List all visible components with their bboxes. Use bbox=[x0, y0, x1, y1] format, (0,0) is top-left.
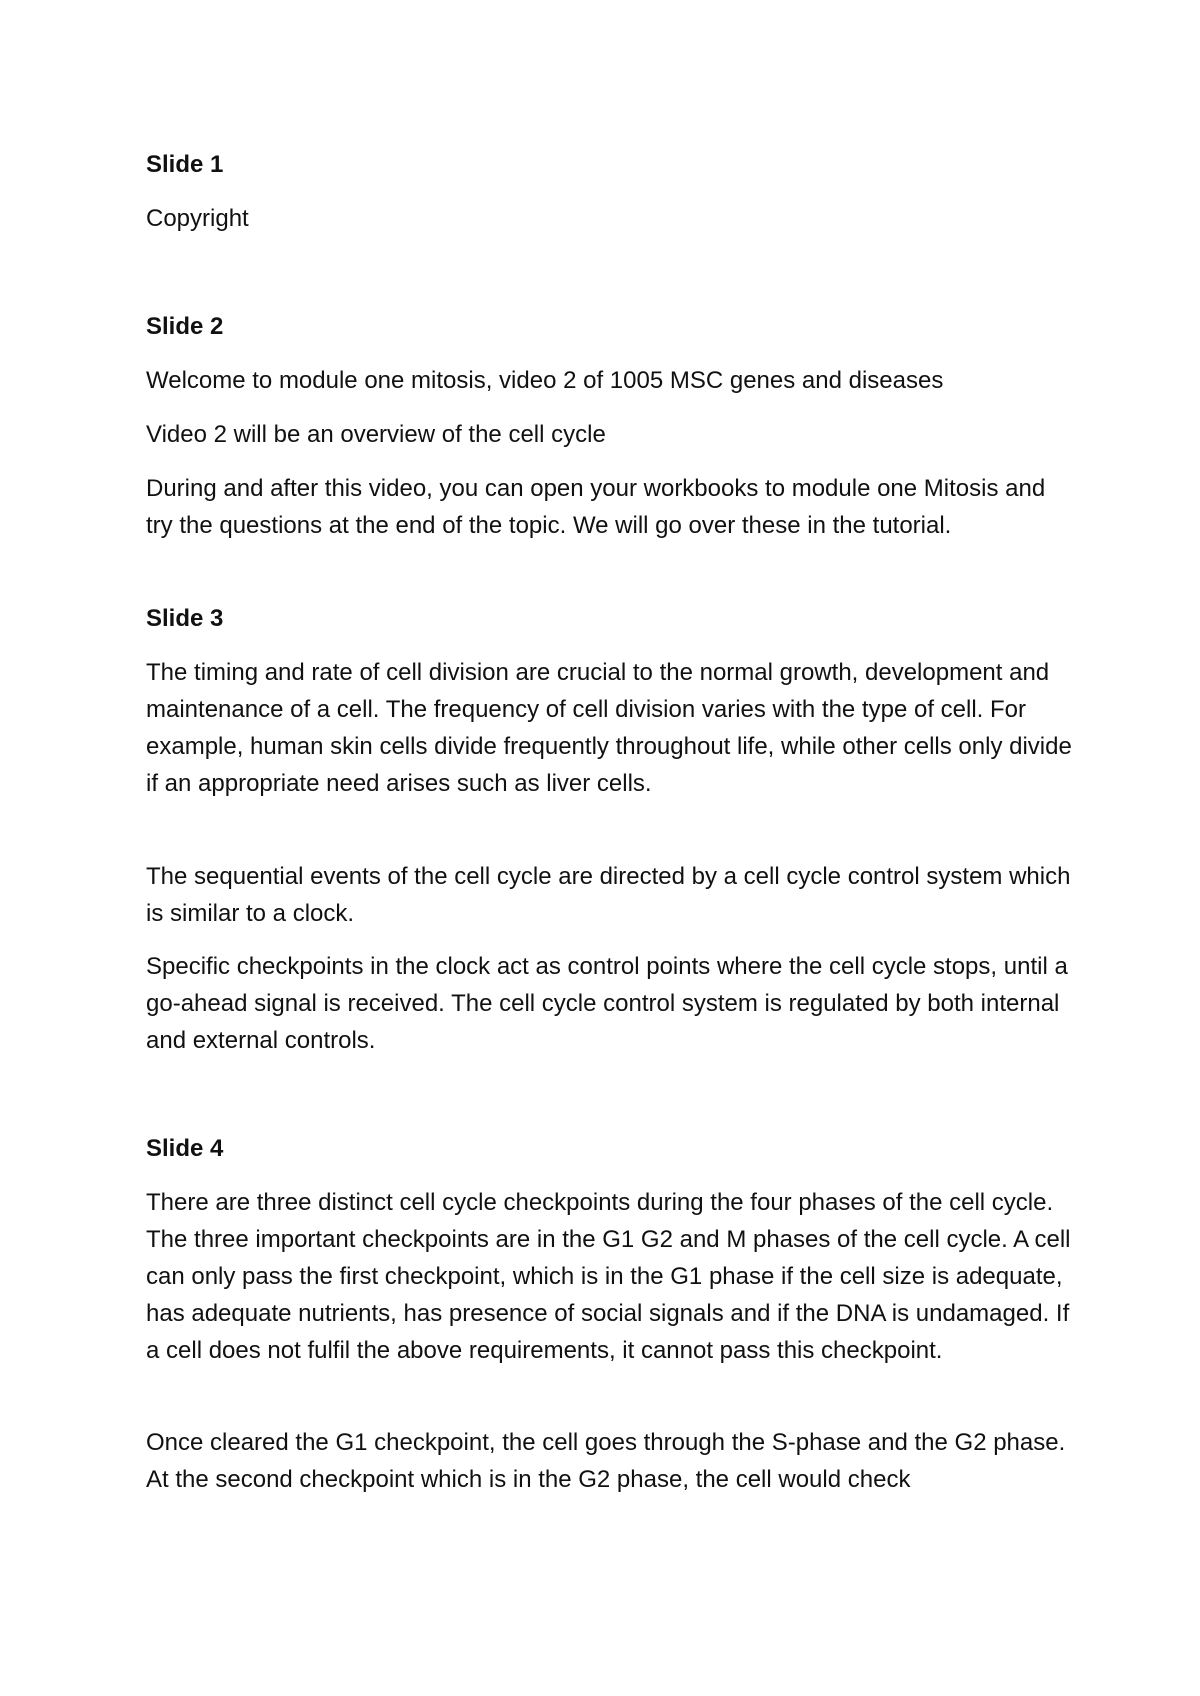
slide-3-heading: Slide 3 bbox=[146, 605, 224, 632]
slide-3-paragraph-3: Specific checkpoints in the clock act as control points where the cell cycle stops, until a go-ahead signal is received. The cell cycle control system is regulated by both internal and external controls. bbox=[146, 953, 1068, 1054]
slide-2-paragraph-1: Welcome to module one mitosis, video 2 of 1005 MSC genes and diseases bbox=[146, 367, 944, 394]
slide-4-paragraph-1: There are three distinct cell cycle checkpoints during the four phases of the cell cycle. The three important checkpoints are in the G1 G2 and M phases of the cell cycle. A cell can only pass the first checkpoint, which is in the G1 phase if the cell size is adequate, has adequate nutrients, has presence of social signals and if the DNA is undamaged. If a cell does not fulfil the above requirements, it cannot pass this checkpoint. bbox=[146, 1189, 1071, 1364]
slide-4-paragraph-2: Once cleared the G1 checkpoint, the cell goes through the S-phase and the G2 phase. At the second checkpoint which is in the G2 phase, the cell would check bbox=[146, 1429, 1066, 1493]
slide-2-heading: Slide 2 bbox=[146, 313, 224, 340]
slide-4-heading: Slide 4 bbox=[146, 1135, 224, 1162]
slide-1-heading: Slide 1 bbox=[146, 151, 224, 178]
slide-3-paragraph-2: The sequential events of the cell cycle are directed by a cell cycle control system which is similar to a clock. bbox=[146, 863, 1071, 927]
slide-3-paragraph-1: The timing and rate of cell division are crucial to the normal growth, development and maintenance of a cell. The frequency of cell division varies with the type of cell. For example, human skin cells divide frequently throughout life, while other cells only divide if an appropriate need arises such as liver cells. bbox=[146, 659, 1072, 797]
slide-1-copyright-text: Copyright bbox=[146, 205, 249, 232]
slide-2-paragraph-3: During and after this video, you can open your workbooks to module one Mitosis and try the questions at the end of the topic. We will go over these in the tutorial. bbox=[146, 475, 1046, 539]
slide-2-paragraph-2: Video 2 will be an overview of the cell cycle bbox=[146, 421, 606, 448]
